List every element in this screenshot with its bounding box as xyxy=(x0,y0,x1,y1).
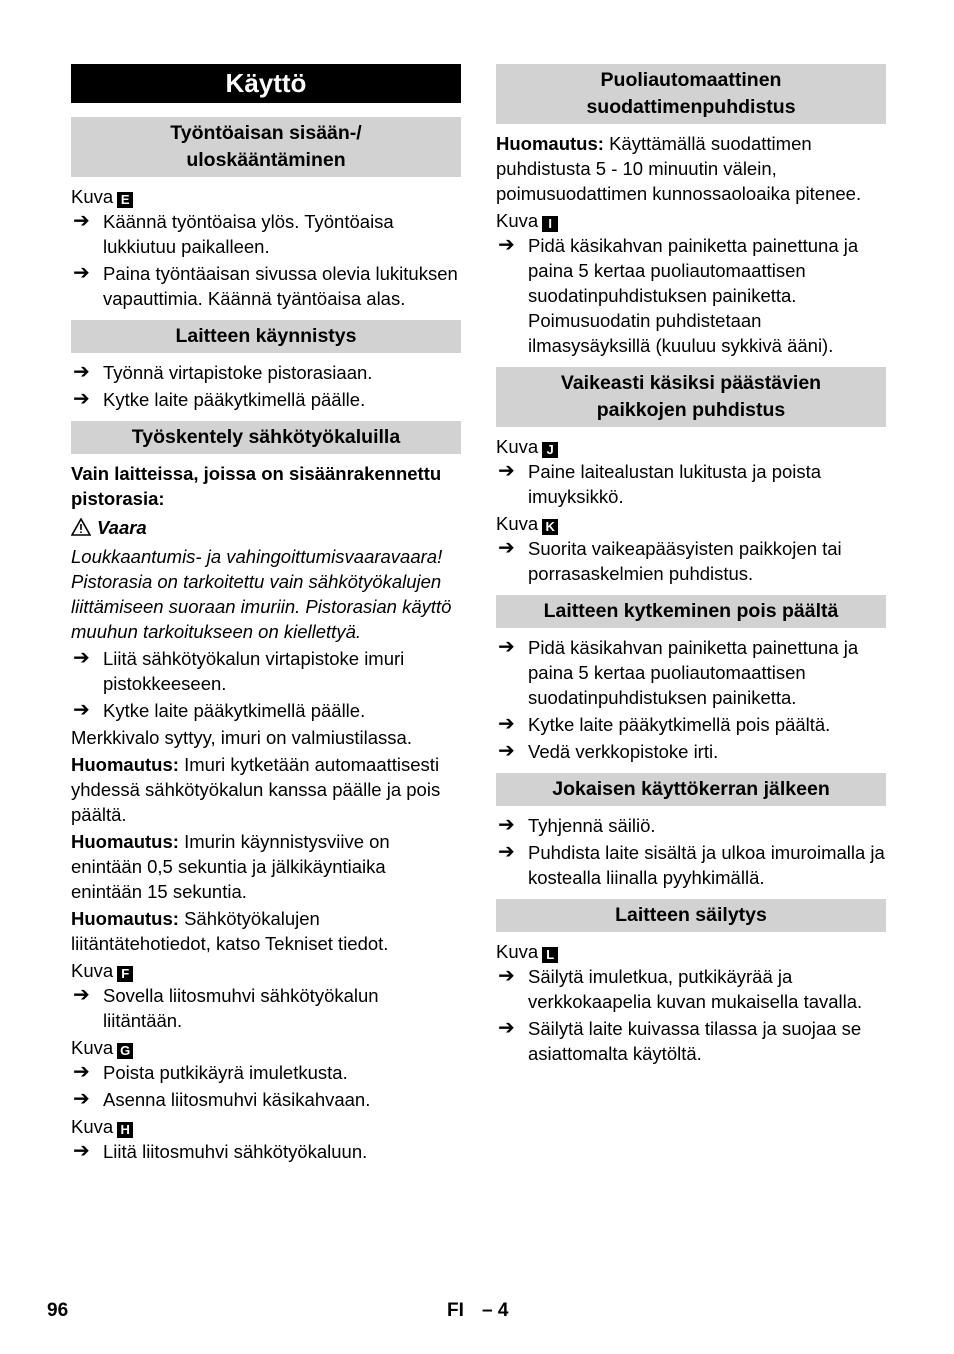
figure-ref: Kuva K xyxy=(496,511,886,536)
figure-letter: I xyxy=(542,216,558,232)
arrow-icon: ➔ xyxy=(498,965,515,987)
figure-letter: L xyxy=(542,947,558,963)
left-column xyxy=(71,64,461,1166)
figure-ref: Kuva H xyxy=(71,1114,461,1139)
figure-ref: Kuva J xyxy=(496,434,886,459)
list-item: ➔ Pidä käsikahvan painiketta painettuna ja paina 5 kertaa puoliautomaattisen suodatinpuhdistuksen painiketta. xyxy=(498,636,859,708)
note: Huomautus: Käyttämällä suodattimen puhdistusta 5 - 10 minuutin välein, poimusuodattimen kunnossaoloaika pitenee. xyxy=(496,133,862,204)
figure-ref: Kuva G xyxy=(71,1035,461,1060)
note: Huomautus: Imuri kytketään automaattisesti yhdessä sähkötyökalun kanssa päälle ja pois päältä. xyxy=(71,754,441,825)
list-item: ➔ Pidä käsikahvan painiketta painettuna ja paina 5 kertaa puoliautomaattisen suodatinpuhdistuksen painiketta. Poimusuodatin puhdistetaan ilmasysäyksillä (kuuluu sykkivä ääni). xyxy=(498,234,859,356)
arrow-icon: ➔ xyxy=(73,210,90,232)
arrow-icon: ➔ xyxy=(498,636,515,658)
right-column xyxy=(496,64,886,1068)
arrow-icon: ➔ xyxy=(498,841,515,863)
list-item: ➔ Kytke laite pääkytkimellä päälle. xyxy=(73,699,366,721)
arrow-icon: ➔ xyxy=(73,1061,90,1083)
paragraph: Merkkivalo syttyy, imuri on valmiustilassa. xyxy=(71,727,412,748)
list-item: ➔ Poista putkikäyrä imuletkusta. xyxy=(73,1061,348,1083)
figure-ref: Kuva L xyxy=(496,939,886,964)
list-item: ➔ Säilytä imuletkua, putkikäyrää ja verkkokaapelia kuvan mukaisella tavalla. xyxy=(498,965,863,1012)
warning-heading: Vaara xyxy=(71,515,461,540)
arrow-icon: ➔ xyxy=(498,1017,515,1039)
page-number: 96 xyxy=(47,1300,69,1321)
page-sequence: – 4 xyxy=(482,1300,509,1321)
list-item: ➔ Sovella liitosmuhvi sähkötyökalun liitäntään. xyxy=(73,984,379,1031)
warning-triangle-icon xyxy=(71,518,91,536)
figure-letter: H xyxy=(117,1122,133,1138)
arrow-icon: ➔ xyxy=(498,814,515,836)
arrow-icon: ➔ xyxy=(73,361,90,383)
figure-ref: Kuva F xyxy=(71,958,461,983)
list-item: ➔ Vedä verkkopistoke irti. xyxy=(498,740,719,762)
figure-letter: G xyxy=(117,1043,133,1059)
arrow-icon: ➔ xyxy=(73,1088,90,1110)
arrow-icon: ➔ xyxy=(73,388,90,410)
heading-hard-to-reach: Vaikeasti käsiksi päästävien paikkojen puhdistus xyxy=(496,367,886,427)
list-item: ➔ Liitä sähkötyökalun virtapistoke imuri pistokkeeseen. xyxy=(73,647,405,694)
heading-filter-cleaning: Puoliautomaattinen suodattimenpuhdistus xyxy=(496,64,886,124)
heading-start: Laitteen käynnistys xyxy=(71,320,461,353)
arrow-icon: ➔ xyxy=(73,699,90,721)
arrow-icon: ➔ xyxy=(498,740,515,762)
heading-storage: Laitteen säilytys xyxy=(496,899,886,932)
list-item: ➔ Tyhjennä säiliö. xyxy=(498,814,656,836)
note: Huomautus: Imurin käynnistysviive on enintään 0,5 sekuntia ja jälkikäyntiaika enintään 15 sekuntia. xyxy=(71,831,390,902)
heading-power-tools: Työskentely sähkötyökaluilla xyxy=(71,421,461,454)
arrow-icon: ➔ xyxy=(73,262,90,284)
list-item: ➔ Suorita vaikeapääsyisten paikkojen tai porrasaskelmien puhdistus. xyxy=(498,537,842,584)
list-item: ➔ Paina työntäaisan sivussa olevia lukituksen vapauttimia. Käännä tyäntöaisa alas. xyxy=(73,262,458,309)
arrow-icon: ➔ xyxy=(73,984,90,1006)
list-item: ➔ Asenna liitosmuhvi käsikahvaan. xyxy=(73,1088,371,1110)
intro-text: Vain laitteissa, joissa on sisäänrakennettu pistorasia: xyxy=(71,463,442,509)
arrow-icon: ➔ xyxy=(498,713,515,735)
note: Huomautus: Sähkötyökalujen liitäntätehotiedot, katso Tekniset tiedot. xyxy=(71,908,389,954)
figure-letter: K xyxy=(542,519,558,535)
list-item: ➔ Käännä työntöaisa ylös. Työntöaisa lukkiutuu paikalleen. xyxy=(73,210,394,257)
warning-text: Loukkaantumis- ja vahingoittumisvaaravaara! Pistorasia on tarkoitettu vain sähkötyökalujen liittämiseen suoraan imuriin. Pistorasian käyttö muuhun tarkoitukseen on kiellettyä. xyxy=(71,546,452,642)
page-title: Käyttö xyxy=(71,64,461,103)
list-item: ➔ Työnnä virtapistoke pistorasiaan. xyxy=(73,361,373,383)
figure-letter: J xyxy=(542,442,558,458)
arrow-icon: ➔ xyxy=(498,537,515,559)
figure-ref: Kuva I xyxy=(496,208,886,233)
heading-after-use: Jokaisen käyttökerran jälkeen xyxy=(496,773,886,806)
figure-letter: E xyxy=(117,192,133,208)
figure-ref: Kuva E xyxy=(71,184,461,209)
figure-letter: F xyxy=(117,966,133,982)
heading-push-handle: Työntöaisan sisään-/ uloskääntäminen xyxy=(71,117,461,177)
language-code: FI xyxy=(447,1300,464,1321)
list-item: ➔ Kytke laite pääkytkimellä päälle. xyxy=(73,388,366,410)
list-item: ➔ Kytke laite pääkytkimellä pois päältä. xyxy=(498,713,831,735)
list-item: ➔ Paine laitealustan lukitusta ja poista imuyksikkö. xyxy=(498,460,822,507)
list-item: ➔ Puhdista laite sisältä ja ulkoa imuroimalla ja kostealla liinalla pyyhkimällä. xyxy=(498,841,885,888)
arrow-icon: ➔ xyxy=(498,234,515,256)
arrow-icon: ➔ xyxy=(73,647,90,669)
arrow-icon: ➔ xyxy=(498,460,515,482)
arrow-icon: ➔ xyxy=(73,1140,90,1162)
heading-switch-off: Laitteen kytkeminen pois päältä xyxy=(496,595,886,628)
list-item: ➔ Liitä liitosmuhvi sähkötyökaluun. xyxy=(73,1140,368,1162)
list-item: ➔ Säilytä laite kuivassa tilassa ja suojaa se asiattomalta käytöltä. xyxy=(498,1017,862,1064)
